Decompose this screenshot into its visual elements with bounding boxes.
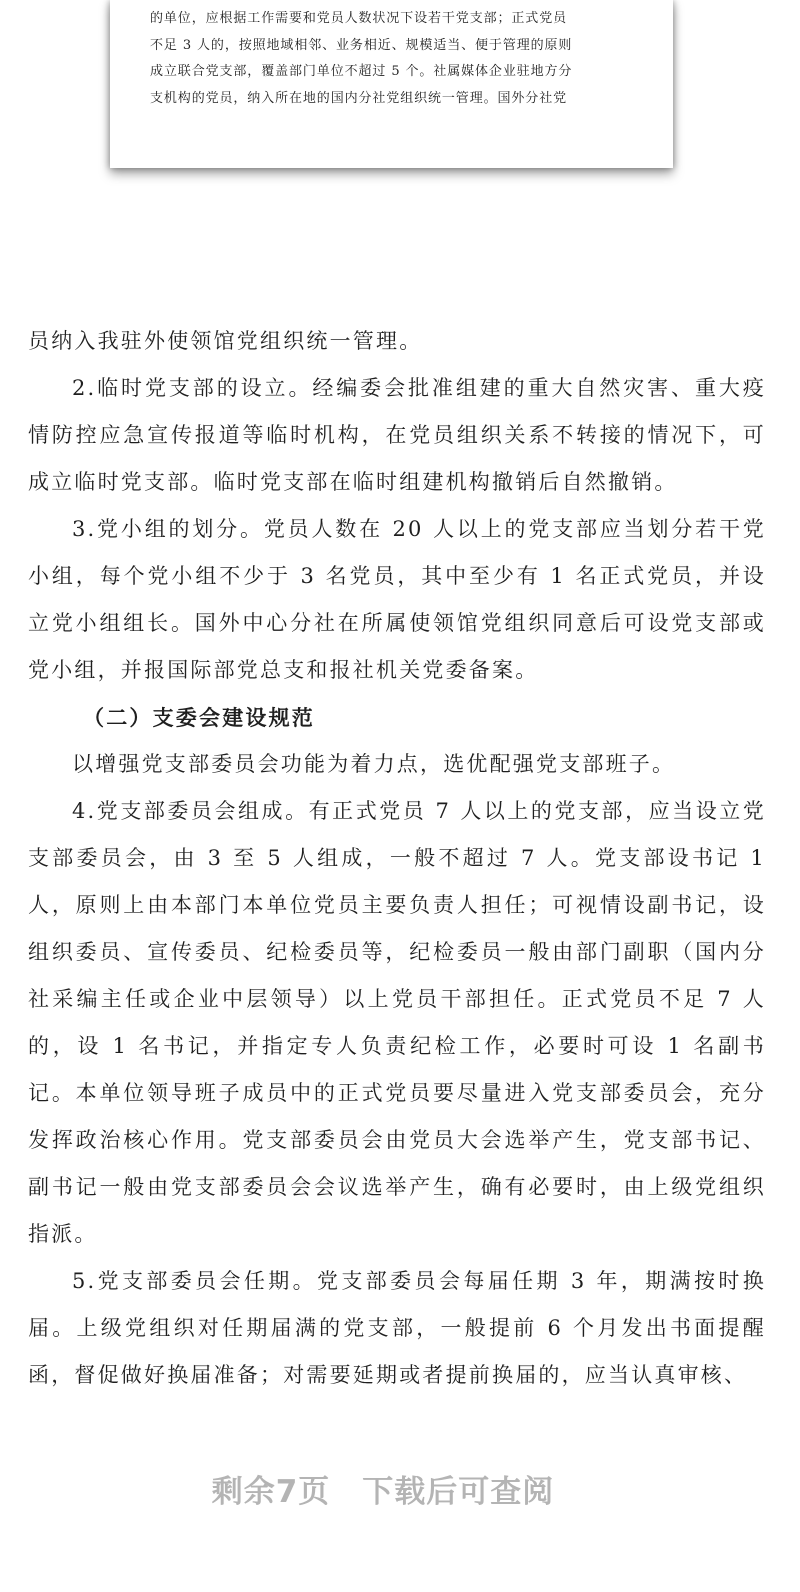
document-preview-card: [110, 0, 673, 168]
paragraph-lead: 以增强党支部委员会功能为着力点，选优配强党支部班子。: [72, 752, 676, 776]
section-heading: （二）支委会建设规范: [83, 705, 315, 730]
paragraph-committee-composition: 4.党支部委员会组成。有正式党员 7 人以上的党支部，应当设立党支部委员会，由 3 至 5 人组成，一般不超过 7 人。党支部设书记 1 人，原则上由本部门本单位党员主要负责人担任；可视情设副书记，设组织委员、宣传委员、纪检委员等，纪检委员一般由部门副职（国内分社采编主任或企业中层领导）以上党员干部担任。正式党员不足 7 人的，设 1 名书记，并指定专人负责纪检工作，必要时可设 1 名副书记。本单位领导班子成员中的正式党员要尽量进入党支部委员会，充分发挥政治核心作用。党支部委员会由党员大会选举产生，党支部书记、副书记一般由党支部委员会会议选举产生，确有必要时，由上级党组织指派。: [28, 799, 766, 1246]
preview-line: 不足 3 人的，按照地域相邻、业务相近、规模适当、便于管理的原则: [150, 37, 573, 53]
paragraph-continuation: 员纳入我驻外使领馆党组织统一管理。: [28, 329, 423, 353]
paragraph-party-group: 3.党小组的划分。党员人数在 20 人以上的党支部应当划分若干党小组，每个党小组不少于 3 名党员，其中至少有 1 名正式党员，并设立党小组组长。国外中心分社在所属使领馆党组织同意后可设党支部或党小组，并报国际部党总支和报社机关党委备案。: [28, 517, 766, 682]
paragraph-committee-term: 5.党支部委员会任期。党支部委员会每届任期 3 年，期满按时换届。上级党组织对任期届满的党支部，一般提前 6 个月发出书面提醒函，督促做好换届准备；对需要延期或者提前换届的，应当认真审核、: [28, 1269, 766, 1387]
preview-line: 支机构的党员，纳入所在地的国内分社党组织统一管理。国外分社党: [150, 90, 568, 106]
paragraph-temporary-branch: 2.临时党支部的设立。经编委会批准组建的重大自然灾害、重大疫情防控应急宣传报道等临时机构，在党员组织关系不转接的情况下，可成立临时党支部。临时党支部在临时组建机构撤销后自然撤销。: [28, 376, 766, 494]
remaining-pages-notice[interactable]: 剩余7页 下载后可查阅: [211, 1474, 555, 1510]
document-body: [28, 318, 766, 1399]
preview-line: 的单位，应根据工作需要和党员人数状况下设若干党支部；正式党员: [150, 11, 568, 26]
preview-line: 成立联合党支部，覆盖部门单位不超过 5 个。社属媒体企业驻地方分: [150, 64, 573, 79]
